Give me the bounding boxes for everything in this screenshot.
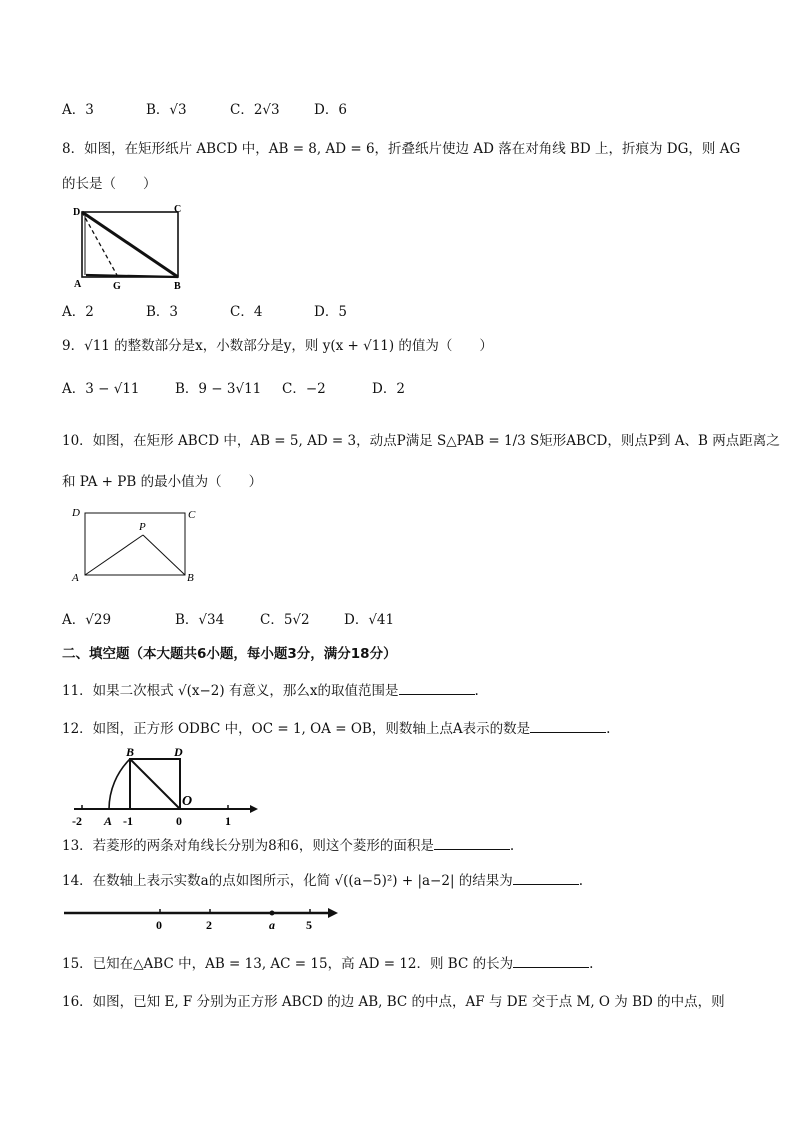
q7-option-a: A．3: [62, 102, 94, 118]
q12-line: [62, 718, 610, 738]
q14-line: [62, 870, 583, 890]
q12-label-1: 1: [225, 814, 231, 828]
q11-stem: 11．如果二次根式 √(x−2) 有意义，那么x的取值范围是: [62, 683, 399, 699]
q10-stem-line2: 和 PA + PB 的最小值为（ ）: [62, 474, 263, 490]
q7-option-b: B．√3: [146, 102, 187, 118]
q13-answer-blank: [434, 835, 510, 850]
q8-figure: [70, 203, 188, 291]
q12-label-d: D: [174, 745, 183, 759]
q14-label-2: 2: [206, 918, 212, 932]
q12-arc: [109, 759, 130, 809]
q9-option-b: B．9 − 3√11: [175, 381, 262, 397]
q8-label-a: A: [74, 279, 82, 290]
q14-period: .: [578, 873, 584, 889]
q8-diagonal-bd: [82, 212, 178, 277]
q14-stem: 14．在数轴上表示实数a的点如图所示，化简 √((a−5)²) + |a−2| 的结果为: [62, 873, 513, 889]
q10-option-d: D．√41: [344, 612, 395, 628]
q12-label-a: A: [104, 814, 113, 828]
q12-stem: 12．如图，正方形 ODBC 中，OC = 1, OA = OB，则数轴上点A表示的数是: [62, 721, 531, 737]
q10-option-b: B．√34: [175, 612, 225, 628]
q10-rectangle: [85, 513, 185, 575]
q10-stem-line1: 10．如图，在矩形 ABCD 中，AB = 5, AD = 3，动点P满足 S△PAB = 1/3 S矩形ABCD，则点P到 A、B 两点距离之: [62, 433, 780, 449]
q9-option-a: A．3 − √11: [62, 381, 140, 397]
section-title: 二、填空题（本大题共6小题，每小题3分，满分18分）: [62, 646, 397, 662]
q12-label-m2: -2: [72, 814, 82, 828]
q10-figure: [68, 503, 208, 587]
q13-line: [62, 835, 514, 855]
q10-option-a: A．√29: [62, 612, 112, 628]
q14-label-a: a: [269, 918, 275, 932]
q12-label-0: 0: [176, 814, 182, 828]
q8-label-d: D: [73, 207, 81, 218]
q8-option-b: B．3: [146, 304, 179, 320]
q15-line: [62, 953, 593, 973]
q12-answer-blank: [530, 718, 606, 733]
q9-stem: 9．√11 的整数部分是x，小数部分是y，则 y(x + √11) 的值为（ ）: [62, 338, 493, 354]
q10-label-b: B: [187, 572, 194, 584]
q7-option-d: D．6: [314, 102, 347, 118]
q9-option-d: D．2: [372, 381, 405, 397]
q8-crease-dg: [82, 212, 118, 277]
q10-label-p: P: [139, 521, 146, 533]
q14-label-5: 5: [306, 918, 312, 932]
q12-axis-arrow: [250, 805, 258, 813]
q14-figure: [62, 902, 342, 932]
q10-segment-pb: [143, 535, 185, 575]
q14-axis-arrow: [328, 908, 338, 918]
q11-line: [62, 680, 479, 700]
q15-stem: 15．已知在△ABC 中，AB = 13, AC = 15，高 AD = 12．则 BC 的长为: [62, 956, 514, 972]
q10-option-c: C．5√2: [260, 612, 310, 628]
q12-diagonal-ob: [130, 759, 180, 809]
q10-segment-pa: [85, 535, 143, 575]
q14-answer-blank: [513, 870, 579, 885]
q13-period: .: [509, 838, 515, 854]
q11-period: .: [474, 683, 479, 699]
q13-stem: 13．若菱形的两条对角线长分别为8和6，则这个菱形的面积是: [62, 838, 434, 854]
q11-answer-blank: [399, 680, 475, 695]
q8-stem-line2: 的长是（ ）: [62, 176, 157, 192]
q12-label-b: B: [126, 745, 135, 759]
q7-option-c: C．2√3: [230, 102, 280, 118]
q12-label-m1: -1: [123, 814, 133, 828]
q10-label-c: C: [188, 509, 196, 521]
q14-label-0: 0: [156, 918, 162, 932]
q8-stem-line1: 8．如图，在矩形纸片 ABCD 中，AB = 8, AD = 6，折叠纸片使边 AD 落在对角线 BD 上，折痕为 DG，则 AG: [62, 141, 741, 157]
q12-period: .: [606, 721, 611, 737]
q8-option-a: A．2: [62, 304, 94, 320]
q12-label-o: O: [182, 794, 193, 809]
q15-period: .: [589, 956, 594, 972]
q8-label-g: G: [113, 281, 121, 291]
q16-stem: 16．如图，已知 E, F 分别为正方形 ABCD 的边 AB, BC 的中点，AF 与 DE 交于点 M, O 为 BD 的中点，则: [62, 994, 725, 1010]
q8-option-d: D．5: [314, 304, 347, 320]
q10-label-d: D: [72, 507, 80, 519]
q12-figure: [68, 745, 258, 830]
q8-option-c: C．4: [230, 304, 263, 320]
q14-point-a: [270, 911, 275, 916]
q9-option-c: C．−2: [282, 381, 326, 397]
q8-label-c: C: [174, 204, 182, 215]
q15-answer-blank: [513, 953, 589, 968]
q8-label-b: B: [174, 281, 181, 291]
q10-label-a: A: [72, 572, 79, 584]
